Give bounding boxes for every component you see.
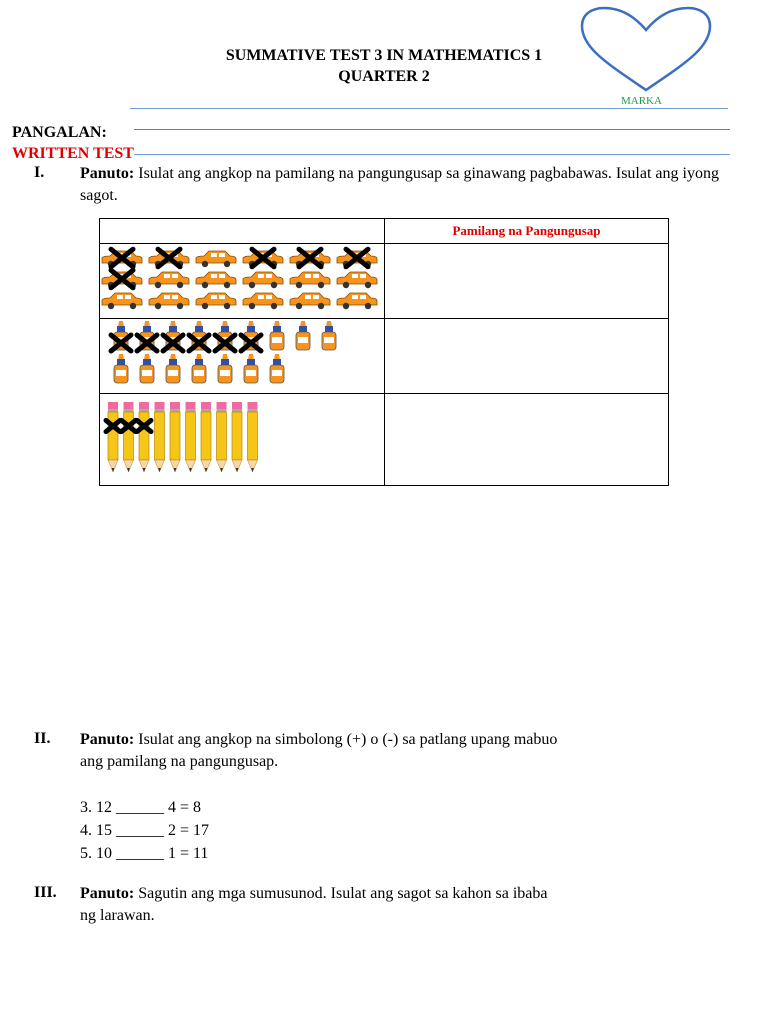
part2-number: II. — [34, 730, 51, 747]
equation-list — [80, 796, 209, 865]
picture-cell-glue — [100, 319, 385, 394]
pencil-icon — [139, 402, 149, 472]
picture-cell-cars — [100, 244, 385, 319]
part3-text: Sagutin ang mga sumusunod. Isulat ang sagot sa kahon sa ibaba ng larawan. — [80, 885, 548, 924]
cars-picture — [100, 244, 384, 313]
part2-text: Isulat ang angkop na simbolong (+) o (-) sa patlang upang mabuo ang pamilang na pangungusap. — [80, 731, 558, 770]
glue-bottle-icon — [270, 321, 284, 350]
answer-cell-3[interactable] — [385, 394, 669, 486]
pencil-icon — [248, 402, 258, 472]
title-line-1: SUMMATIVE TEST 3 IN MATHEMATICS 1 — [225, 47, 543, 64]
title-line-2: QUARTER 2 — [338, 68, 430, 85]
glue-bottle-icon — [322, 321, 336, 350]
pencil-icon — [124, 402, 134, 472]
car-icon — [102, 293, 142, 309]
answer-cell-2[interactable] — [385, 319, 669, 394]
glue-bottle-icon — [244, 354, 258, 383]
name-line — [134, 129, 730, 130]
pencil-icon — [155, 402, 165, 472]
item-first-number: 12 — [96, 799, 112, 816]
glue-bottle-icon — [140, 354, 154, 383]
item-number: 5. — [80, 845, 92, 862]
item-rest: 1 = 11 — [168, 845, 209, 862]
pencil-icon — [201, 402, 211, 472]
car-icon — [196, 272, 236, 288]
answer-table — [99, 218, 669, 486]
pencils-picture — [100, 394, 384, 480]
part2-instruction — [80, 729, 580, 773]
section-label: WRITTEN TEST — [12, 145, 134, 162]
glue-bottle-icon — [114, 354, 128, 383]
pencil-icon — [217, 402, 227, 472]
car-icon — [243, 293, 283, 309]
divider-line — [130, 108, 728, 109]
pencil-icon — [170, 402, 180, 472]
pencil-icon — [232, 402, 242, 472]
part3-instruction — [80, 883, 560, 927]
car-icon — [196, 293, 236, 309]
part3-prefix: Panuto: — [80, 885, 135, 902]
item-number: 4. — [80, 822, 92, 839]
item-first-number: 10 — [96, 845, 112, 862]
car-icon — [337, 272, 377, 288]
part3-number: III. — [34, 884, 57, 901]
blank-field[interactable]: ______ — [116, 799, 164, 816]
item-rest: 2 = 17 — [168, 822, 210, 839]
item-first-number: 15 — [96, 822, 112, 839]
car-icon — [149, 272, 189, 288]
name-label: PANGALAN: — [12, 124, 107, 141]
name-underline — [134, 154, 730, 155]
glue-bottle-icon — [296, 321, 310, 350]
table-header: Pamilang na Pangungusap — [385, 219, 669, 244]
car-icon — [243, 272, 283, 288]
picture-cell-pencils — [100, 394, 385, 486]
equation-row — [80, 842, 209, 865]
part1-prefix: Panuto: — [80, 165, 135, 182]
table-corner-cell — [100, 219, 385, 244]
answer-cell-1[interactable] — [385, 244, 669, 319]
item-number: 3. — [80, 799, 92, 816]
car-icon — [290, 272, 330, 288]
glue-bottle-icon — [218, 354, 232, 383]
pencil-icon — [186, 402, 196, 472]
equation-row — [80, 819, 209, 842]
part1-instruction — [80, 163, 760, 207]
glue-bottle-icon — [270, 354, 284, 383]
blank-field[interactable]: ______ — [116, 845, 164, 862]
part1-number: I. — [34, 164, 45, 181]
glue-picture — [100, 319, 384, 388]
car-icon — [337, 293, 377, 309]
glue-bottle-icon — [166, 354, 180, 383]
part2-prefix: Panuto: — [80, 731, 135, 748]
item-rest: 4 = 8 — [168, 799, 202, 816]
heart-score-icon — [578, 4, 714, 96]
blank-field[interactable]: ______ — [116, 822, 164, 839]
glue-bottle-icon — [192, 354, 206, 383]
pencil-icon — [108, 402, 118, 472]
score-label: MARKA — [621, 95, 662, 107]
car-icon — [149, 293, 189, 309]
equation-row — [80, 796, 209, 819]
part1-text: Isulat ang angkop na pamilang na pangungusap sa ginawang pagbabawas. Isulat ang iyong sagot. — [80, 165, 719, 204]
car-icon — [290, 293, 330, 309]
car-icon — [196, 251, 236, 267]
